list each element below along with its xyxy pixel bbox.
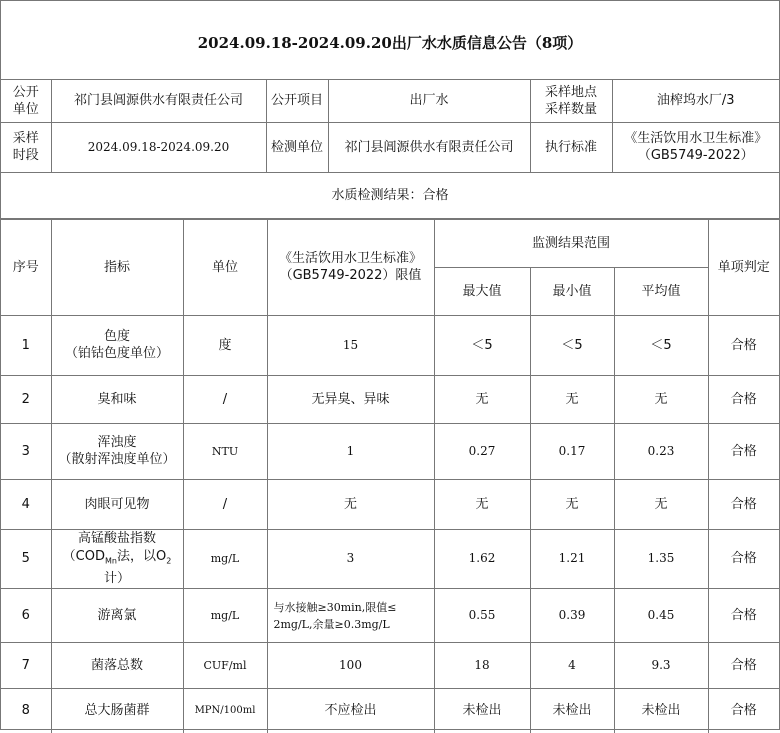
row-indicator: 游离氯 — [51, 589, 183, 643]
row-judge: 合格 — [708, 689, 779, 733]
row-max: 0.55 — [434, 589, 530, 643]
row-limit: 1 — [267, 423, 434, 479]
row-indicator-sub: Mn — [105, 556, 117, 566]
row-indicator-tail: 法，以O — [116, 548, 167, 564]
row-avg: 9.3 — [614, 643, 708, 689]
row-avg: ＜5 — [614, 315, 708, 375]
meta-row-1 — [1, 80, 779, 122]
row-min: ＜5 — [530, 315, 614, 375]
row-judge: 合格 — [708, 423, 779, 479]
row-min: 1.21 — [530, 529, 614, 589]
row-indicator — [51, 529, 183, 589]
value-standard: 《生活饮用水卫生标准》 （GB5749-2022） — [612, 122, 779, 172]
meta-row-2 — [1, 122, 779, 172]
row-limit: 15 — [267, 315, 434, 375]
row-avg: 未检出 — [614, 689, 708, 733]
row-min: 无 — [530, 479, 614, 529]
row-seq: 2 — [1, 375, 51, 423]
table-row — [1, 529, 779, 589]
row-avg: 1.35 — [614, 529, 708, 589]
row-seq: 6 — [1, 589, 51, 643]
value-testing-unit: 祁门县阊源供水有限责任公司 — [328, 122, 530, 172]
row-avg: 无 — [614, 479, 708, 529]
row-max: 1.62 — [434, 529, 530, 589]
row-max: 18 — [434, 643, 530, 689]
header-seq: 序号 — [1, 219, 51, 315]
label-standard: 执行标准 — [530, 122, 612, 172]
header-avg: 平均值 — [614, 267, 708, 315]
row-indicator-end: 计） — [103, 571, 130, 587]
value-sampling-period: 2024.09.18-2024.09.20 — [51, 122, 266, 172]
row-unit: / — [183, 479, 267, 529]
page-title: 2024.09.18-2024.09.20出厂水水质信息公告（8项） — [1, 1, 779, 80]
row-max: 0.27 — [434, 423, 530, 479]
row-limit: 100 — [267, 643, 434, 689]
results-table — [1, 219, 779, 733]
row-avg: 0.23 — [614, 423, 708, 479]
row-seq: 7 — [1, 643, 51, 689]
value-publish-unit: 祁门县阊源供水有限责任公司 — [51, 80, 266, 122]
meta-table — [1, 80, 779, 219]
row-judge: 合格 — [708, 529, 779, 589]
value-publish-item: 出厂水 — [328, 80, 530, 122]
row-avg: 0.45 — [614, 589, 708, 643]
label-sampling-period: 采样 时段 — [1, 122, 51, 172]
value-sampling-site: 油榨坞水厂/3 — [612, 80, 779, 122]
header-judge: 单项判定 — [708, 219, 779, 315]
row-unit: MPN/100ml — [183, 689, 267, 733]
row-limit: 无异臭、异味 — [267, 375, 434, 423]
row-judge: 合格 — [708, 589, 779, 643]
table-row — [1, 589, 779, 643]
row-indicator: 总大肠菌群 — [51, 689, 183, 733]
row-indicator-sub2: 2 — [166, 556, 172, 566]
header-unit: 单位 — [183, 219, 267, 315]
result-summary-row — [1, 172, 779, 218]
header-indicator: 指标 — [51, 219, 183, 315]
row-unit: mg/L — [183, 529, 267, 589]
row-judge: 合格 — [708, 375, 779, 423]
header-max: 最大值 — [434, 267, 530, 315]
row-min: 未检出 — [530, 689, 614, 733]
table-row — [1, 643, 779, 689]
label-sampling-site: 采样地点 采样数量 — [530, 80, 612, 122]
label-publish-unit: 公开 单位 — [1, 80, 51, 122]
row-seq: 1 — [1, 315, 51, 375]
row-limit: 不应检出 — [267, 689, 434, 733]
row-seq: 8 — [1, 689, 51, 733]
table-row — [1, 315, 779, 375]
row-unit: 度 — [183, 315, 267, 375]
table-row — [1, 423, 779, 479]
header-limit: 《生活饮用水卫生标准》 （GB5749-2022）限值 — [267, 219, 434, 315]
row-judge: 合格 — [708, 479, 779, 529]
row-max: ＜5 — [434, 315, 530, 375]
row-max: 无 — [434, 479, 530, 529]
table-row — [1, 479, 779, 529]
row-indicator: 菌落总数 — [51, 643, 183, 689]
result-summary: 水质检测结果：合格 — [1, 172, 779, 218]
row-judge: 合格 — [708, 643, 779, 689]
row-limit: 无 — [267, 479, 434, 529]
row-indicator: 浑浊度 （散射浑浊度单位） — [51, 423, 183, 479]
row-min: 0.39 — [530, 589, 614, 643]
header-row-1 — [1, 219, 779, 267]
row-indicator: 肉眼可见物 — [51, 479, 183, 529]
header-min: 最小值 — [530, 267, 614, 315]
table-row — [1, 375, 779, 423]
row-unit: mg/L — [183, 589, 267, 643]
row-limit: 与水接触≥30min,限值≤ 2mg/L,余量≥0.3mg/L — [267, 589, 434, 643]
label-testing-unit: 检测单位 — [266, 122, 328, 172]
row-avg: 无 — [614, 375, 708, 423]
row-indicator-main: 高锰酸盐指数 （COD — [62, 530, 156, 564]
row-limit: 3 — [267, 529, 434, 589]
row-max: 未检出 — [434, 689, 530, 733]
row-min: 无 — [530, 375, 614, 423]
row-indicator: 色度 （铂钴色度单位） — [51, 315, 183, 375]
table-row — [1, 689, 779, 733]
row-indicator: 臭和味 — [51, 375, 183, 423]
row-unit: NTU — [183, 423, 267, 479]
row-min: 0.17 — [530, 423, 614, 479]
row-min: 4 — [530, 643, 614, 689]
row-max: 无 — [434, 375, 530, 423]
label-publish-item: 公开项目 — [266, 80, 328, 122]
row-seq: 5 — [1, 529, 51, 589]
row-unit: CUF/ml — [183, 643, 267, 689]
row-seq: 3 — [1, 423, 51, 479]
row-seq: 4 — [1, 479, 51, 529]
row-unit: / — [183, 375, 267, 423]
header-range: 监测结果范围 — [434, 219, 708, 267]
row-judge: 合格 — [708, 315, 779, 375]
